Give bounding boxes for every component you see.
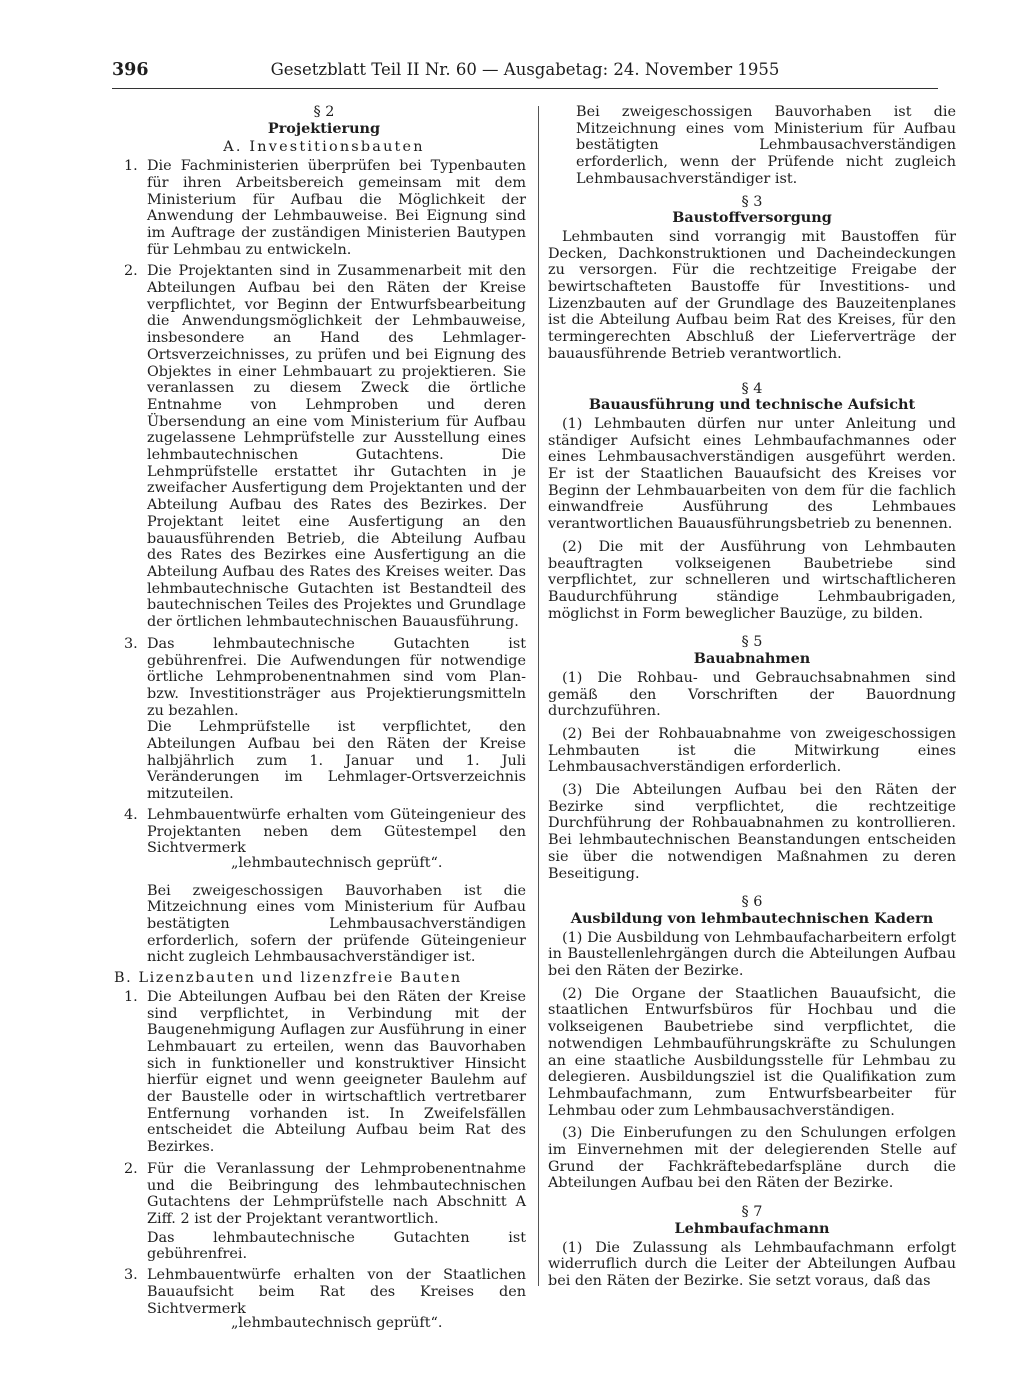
paragraph: (1) Die Zulassung als Lehmbaufachmann erfolgt widerruflich durch die Leiter der Abteilungen Aufbau bei den Räten der Bezirke. Sie setzt voraus, daß das	[548, 1239, 956, 1289]
page-number: 396	[112, 60, 149, 80]
left-column	[114, 104, 526, 1337]
paragraph: (2) Die mit der Ausführung von Lehmbauten beauftragten volkseigenen Baubetriebe sind verpflichtet, zur schnelleren und wirtschaftlicheren Baudurchführung ständige Lehmbaubrigaden, möglichst in Form beweglicher Bauzüge, zu bilden.	[548, 538, 956, 622]
item-number: 4.	[124, 806, 138, 823]
subsection-title: B. Lizenzbauten und lizenzfreie Bauten	[114, 970, 462, 987]
item-text: Lehmbauentwürfe erhalten von der Staatlichen Bauaufsicht beim Rat des Kreises den Sichtvermerk	[147, 1267, 526, 1317]
section-sign: § 4	[741, 380, 763, 397]
paragraph: (2) Bei der Rohbauabnahme von zweigeschossigen Lehmbauten ist die Mitwirkung eines Lehmbausachverständigen erforderlich.	[548, 725, 956, 776]
section-title: Baustoffversorgung	[672, 209, 832, 227]
section-sign: § 5	[741, 634, 763, 651]
running-title: Gesetzblatt Teil II Nr. 60 — Ausgabetag: 24. November 1955	[270, 60, 780, 79]
list-item	[122, 263, 526, 630]
list-item	[122, 158, 526, 258]
list-item	[122, 636, 526, 720]
item-number: 3.	[124, 635, 138, 652]
section-title: Bauabnahmen	[693, 650, 811, 668]
paragraph: Bei zweigeschossigen Bauvorhaben ist die Mitzeichnung eines vom Ministerium für Aufbau bestätigten Lehmbausachverständigen erforderlich, wenn der Prüfende nicht zugleich Lehmbausachverständiger ist.	[576, 104, 956, 187]
right-column	[548, 104, 956, 1296]
item-text: Das lehmbautechnische Gutachten ist gebührenfrei. Die Aufwendungen für notwendige örtliche Lehmprobenentnahmen sind vom Plan- bzw. Investitionsträger aus Projektierungsmitteln zu bezahlen.	[147, 635, 526, 719]
item-number: 2.	[124, 263, 138, 280]
section-sign: § 6	[741, 894, 763, 911]
item-number: 1.	[124, 158, 138, 175]
section-title: Lehmbaufachmann	[674, 1219, 830, 1237]
stamp-quote: „lehmbautechnisch geprüft“.	[231, 1315, 443, 1332]
paragraph: Lehmbauten sind vorrangig mit Baustoffen für Decken, Dachkonstruktionen und Dacheindeckungen zu versorgen. Für die rechtzeitige Freigabe der bewirtschafteten Baustoffe für Investitions- und Lizenzbauten auf der Grundlage des Bauzeitenplanes ist die Abteilung Aufbau beim Rat des Kreises, für den termingerechten Abschluß der Lieferverträge der bauausführende Betrieb verantwortlich.	[548, 228, 956, 362]
subsection-title: A. Investitionsbauten	[223, 139, 425, 156]
paragraph: (1) Lehmbauten dürfen nur unter Anleitung und ständiger Aufsicht eines Lehmbaufachmannes oder eines Lehmbausachverständigen ausgeführt werden. Er ist der Staatlichen Bauaufsicht des Kreises vor Beginn der Lehmbauarbeiten von dem für die fachlich einwandfreie Ausführung des Lehmbaues verantwortlichen Bauausführungsbetrieb zu benennen.	[548, 415, 956, 533]
section-title: Projektierung	[267, 119, 381, 137]
stamp-quote: „lehmbautechnisch geprüft“.	[231, 854, 443, 871]
item-continuation: Bei zweigeschossigen Bauvorhaben ist die Mitzeichnung eines vom Ministerium für Aufbau bestätigten Lehmbausachverständigen erforderlich, sofern der prüfende Güteingenieur nicht zugleich Lehmbausachverständiger ist.	[147, 882, 526, 966]
item-continuation: Das lehmbautechnische Gutachten ist gebührenfrei.	[147, 1229, 526, 1263]
section-sign: § 2	[313, 104, 335, 120]
item-number: 1.	[124, 988, 138, 1005]
item-text: Die Fachministerien überprüfen bei Typenbauten für ihren Arbeitsbereich gemeinsam mit dem Ministerium für Aufbau die Möglichkeit der Anwendung der Lehmbauweise. Bei Eignung sind im Auftrage der zuständigen Ministerien Bautypen für Lehmbau zu entwickeln.	[147, 158, 526, 258]
item-text: Für die Veranlassung der Lehmprobenentnahme und die Beibringung des lehmbautechnischen Gutachtens der Lehmprüfstelle nach Abschnitt A Ziff. 2 ist der Projektant verantwortlich.	[147, 1160, 526, 1227]
item-number: 3.	[124, 1267, 138, 1284]
paragraph: (3) Die Einberufungen zu den Schulungen erfolgen im Einvernehmen mit der delegierenden Stelle auf Grund der Fachkräftebedarfspläne durch die Abteilungen Aufbau bei den Räten der Bezirke.	[548, 1125, 956, 1192]
item-text: Die Abteilungen Aufbau bei den Räten der Kreise sind verpflichtet, in Verbindung mit der Baugenehmigung Auflagen zur Ausführung in einer Lehmbauart zu erteilen, wenn das Bauvorhaben sich in funktioneller und konstruktiver Hinsicht hierfür eignet und wenn geeigneter Baulehm auf der Baustelle oder in wirtschaftlich vertretbarer Entfernung vorhanden ist. In Zweifelsfällen entscheidet die Abteilung Aufbau beim Rat des Bezirkes.	[147, 988, 526, 1156]
section-sign: § 3	[741, 193, 763, 210]
header-rule	[112, 88, 938, 89]
item-continuation: Die Lehmprüfstelle ist verpflichtet, den Abteilungen Aufbau bei den Räten der Kreise halbjährlich zum 1. Januar und 1. Juli Veränderungen im Lehmlager-Ortsverzeichnis mitzuteilen.	[147, 719, 526, 803]
paragraph: (3) Die Abteilungen Aufbau bei den Räten der Bezirke sind verpflichtet, die rechtzeitige Durchführung der Rohbauabnahmen zu kontrollieren. Bei lehmbautechnischen Beanstandungen entscheiden sie über die notwendigen Maßnahmen zu deren Beseitigung.	[548, 782, 956, 882]
section-title: Bauausführung und technische Aufsicht	[588, 396, 916, 414]
item-text: Lehmbauentwürfe erhalten vom Güteingenieur des Projektanten neben dem Gütestempel den Sichtvermerk	[147, 806, 526, 857]
paragraph: (1) Die Rohbau- und Gebrauchsabnahmen sind gemäß den Vorschriften der Bauordnung durchzuführen.	[548, 669, 956, 720]
paragraph: (1) Die Ausbildung von Lehmbaufacharbeitern erfolgt in Baustellenlehrgängen durch die Abteilungen Aufbau bei den Räten der Bezirke.	[548, 929, 956, 980]
list-item	[122, 1267, 526, 1332]
column-divider	[538, 106, 539, 1286]
list-item	[122, 1161, 526, 1228]
paragraph: (2) Die Organe der Staatlichen Bauaufsicht, die staatlichen Entwurfsbüros für Hochbau und die volkseigenen Baubetriebe sind verpflichtet, die notwendigen Lehmbauführungskräfte zu Schulungen an eine staatliche Ausbildungsstelle für Lehmbau zu delegieren. Ausbildungsziel ist die Qualifikation zum Lehmbaufachmann, zum Entwurfsbearbeiter für Lehmbau oder zum Lehmbausachverständigen.	[548, 985, 956, 1119]
list-item	[122, 807, 526, 872]
section-sign: § 7	[741, 1204, 763, 1221]
section-title: Ausbildung von lehmbautechnischen Kadern	[570, 909, 934, 927]
list-item	[122, 989, 526, 1156]
item-text: Die Projektanten sind in Zusammenarbeit mit den Abteilungen Aufbau bei den Räten der Kreise verpflichtet, vor Beginn der Entwurfsbearbeitung die Anwendungsmöglichkeit der Lehmbauweise, insbesondere an Hand des Lehmlager-Ortsverzeichnisses, zu prüfen und bei Eignung des Objektes in einer Lehmbauart zu projektieren. Sie veranlassen zu diesem Zweck die örtliche Entnahme von Lehmproben und deren Übersendung an eine vom Ministerium für Aufbau zugelassene Lehmprüfstelle zur Ausstellung eines lehmbautechnischen Gutachtens. Die Lehmprüfstelle erstattet ihr Gutachten in je zweifacher Ausfertigung dem Projektanten und der Abteilung Aufbau des Rates des Bezirkes. Der Projektant leitet eine Ausfertigung an den bauausführenden Betrieb, die Abteilung Aufbau des Rates des Bezirkes eine Ausfertigung an die Abteilung Aufbau des Rates des Kreises weiter. Das lehmbautechnische Gutachten ist Bestandteil des bautechnischen Teiles des Projektes und Grundlage der örtlichen lehmbautechnischen Bauausführung.	[147, 263, 526, 631]
item-number: 2.	[124, 1160, 138, 1177]
page-header	[112, 60, 938, 86]
